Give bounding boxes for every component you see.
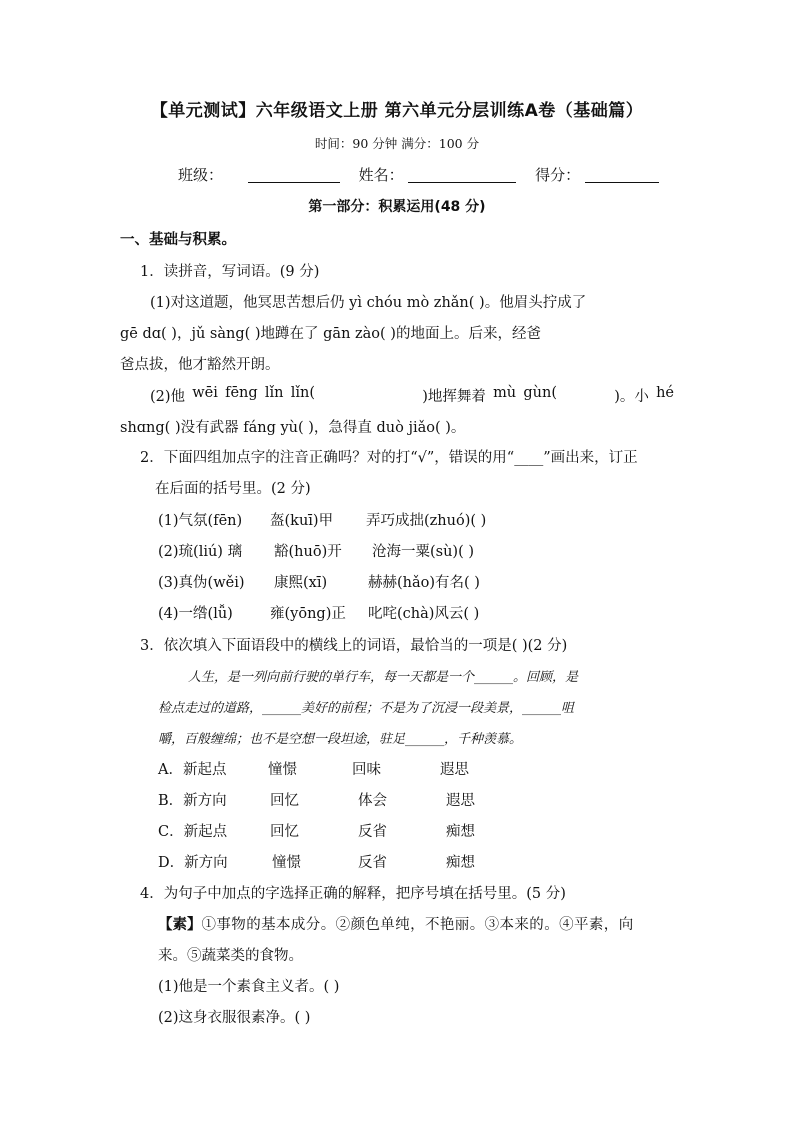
q3-option-word: 憧憬: [268, 762, 297, 778]
q2-row: [158, 602, 479, 623]
q3-option-label: A．新起点: [158, 762, 227, 778]
q2-row: [158, 540, 474, 561]
q2-item: (1)气氛(fēn): [158, 513, 243, 529]
q3-option[interactable]: [158, 851, 475, 872]
name-label: 姓名：: [358, 166, 404, 184]
q3-passage: 嚼，百般缠绵；也不是空想一段坦途，驻足______，千种羡慕。: [158, 732, 523, 747]
q2-item: 雍(yōng)正: [270, 606, 346, 622]
class-label: 班级：: [178, 166, 224, 184]
q1-word: fēng: [225, 385, 258, 401]
q1-line: 爸点拔，他才豁然开朗。: [120, 357, 280, 373]
q1-line: (1)对这道题，他冥思苦想后仍 yì chóu mò zhǎn( )。他眉头拧成了: [150, 295, 587, 311]
class-field[interactable]: [248, 166, 340, 183]
student-info-row: [178, 164, 659, 185]
q3-passage: 人生，是一列向前行驶的单行车，每一天都是一个______。回顾，是: [188, 670, 579, 685]
q3-option-word: 遐思: [446, 793, 475, 809]
exam-meta: 时间：90 分钟 满分：100 分: [314, 136, 480, 151]
q1-line: gē dɑ( )，jǔ sàng( )地蹲在了 gān zào( )的地面上。后来，经爸: [120, 326, 541, 342]
q1-word: (2)他: [150, 389, 186, 405]
q2-item: 沧海一粟(sù)( ): [372, 544, 475, 560]
q2-item: 赫赫(hǎo)有名( ): [368, 575, 480, 591]
q2-stem: 在后面的括号里。(2 分): [155, 481, 311, 497]
q1-word: lǐn: [264, 385, 284, 401]
q4-stem: 4．为句子中加点的字选择正确的解释，把序号填在括号里。(5 分): [140, 886, 566, 902]
q3-option-word: 回忆: [270, 793, 299, 809]
q3-option-label: C．新起点: [158, 824, 228, 840]
q2-row: [158, 509, 486, 530]
q1-word: mù: [493, 385, 517, 401]
name-field[interactable]: [408, 166, 516, 183]
q3-passage: 检点走过的道路，______美好的前程；不是为了沉浸一段美景，______咀: [158, 701, 575, 716]
q1-line: shɑng( )没有武器 fáng yù( )，急得直 duò jiǎo( )。: [120, 420, 466, 436]
score-field[interactable]: [585, 166, 659, 183]
q1-word: hé: [656, 385, 674, 401]
q1-word: gùn(: [523, 385, 557, 401]
q2-item: (3)真伪(wěi): [158, 575, 245, 591]
q2-item: (4)一绺(lǚ): [158, 606, 233, 622]
q4-definition: 来。⑤蔬菜类的食物。: [158, 948, 303, 964]
q2-item: 叱咤(chà)风云( ): [368, 606, 480, 622]
q3-option-word: 体会: [358, 793, 387, 809]
score-label: 得分：: [535, 166, 581, 184]
q3-option-word: 反省: [358, 855, 387, 871]
q1-line-justified: [150, 385, 674, 406]
q2-item: 豁(huō)开: [274, 544, 342, 560]
q3-option[interactable]: [158, 789, 475, 810]
q4-definition: [158, 913, 634, 934]
q4-headword: 【素】: [158, 917, 202, 933]
q4-def-text: ①事物的基本成分。②颜色单纯，不艳丽。③本来的。④平素，向: [201, 917, 634, 933]
q2-item: (2)琉(liú) 璃: [158, 544, 243, 560]
q3-option[interactable]: [158, 758, 469, 779]
q2-item: 盔(kuī)甲: [270, 513, 334, 529]
q3-option-label: B．新方向: [158, 793, 227, 809]
q3-option-word: 痴想: [446, 855, 475, 871]
q4-sentence: (1)他是一个素食主义者。( ): [158, 979, 340, 995]
q2-item: 康熙(xī): [274, 575, 328, 591]
q3-option-word: 回味: [352, 762, 381, 778]
q2-item: 弄巧成拙(zhuó)( ): [366, 513, 487, 529]
q2-stem: 2．下面四组加点字的注音正确吗？对的打“√”，错误的用“____”画出来，订正: [140, 450, 638, 466]
q3-option-label: D．新方向: [158, 855, 228, 871]
q4-sentence: (2)这身衣服很素净。( ): [158, 1010, 311, 1026]
q3-option[interactable]: [158, 820, 475, 841]
q3-option-word: 憧憬: [272, 855, 301, 871]
q3-stem: 3．依次填入下面语段中的横线上的词语，最恰当的一项是( )(2 分): [140, 638, 568, 654]
q1-word: )地挥舞着: [422, 389, 486, 405]
page-title: 【单元测试】六年级语文上册 第六单元分层训练A卷（基础篇）: [150, 101, 644, 121]
q1-word: )。小: [614, 389, 649, 405]
part-heading: 第一部分：积累运用(48 分): [308, 199, 486, 215]
q3-option-word: 反省: [358, 824, 387, 840]
q1-word: lǐn(: [290, 385, 315, 401]
section-heading: 一、基础与积累。: [120, 232, 236, 248]
q3-option-word: 回忆: [270, 824, 299, 840]
q3-option-word: 痴想: [446, 824, 475, 840]
q2-row: [158, 571, 480, 592]
q3-option-word: 遐思: [440, 762, 469, 778]
q1-word: wēi: [192, 385, 218, 401]
q1-stem: 1．读拼音，写词语。(9 分): [140, 264, 320, 280]
